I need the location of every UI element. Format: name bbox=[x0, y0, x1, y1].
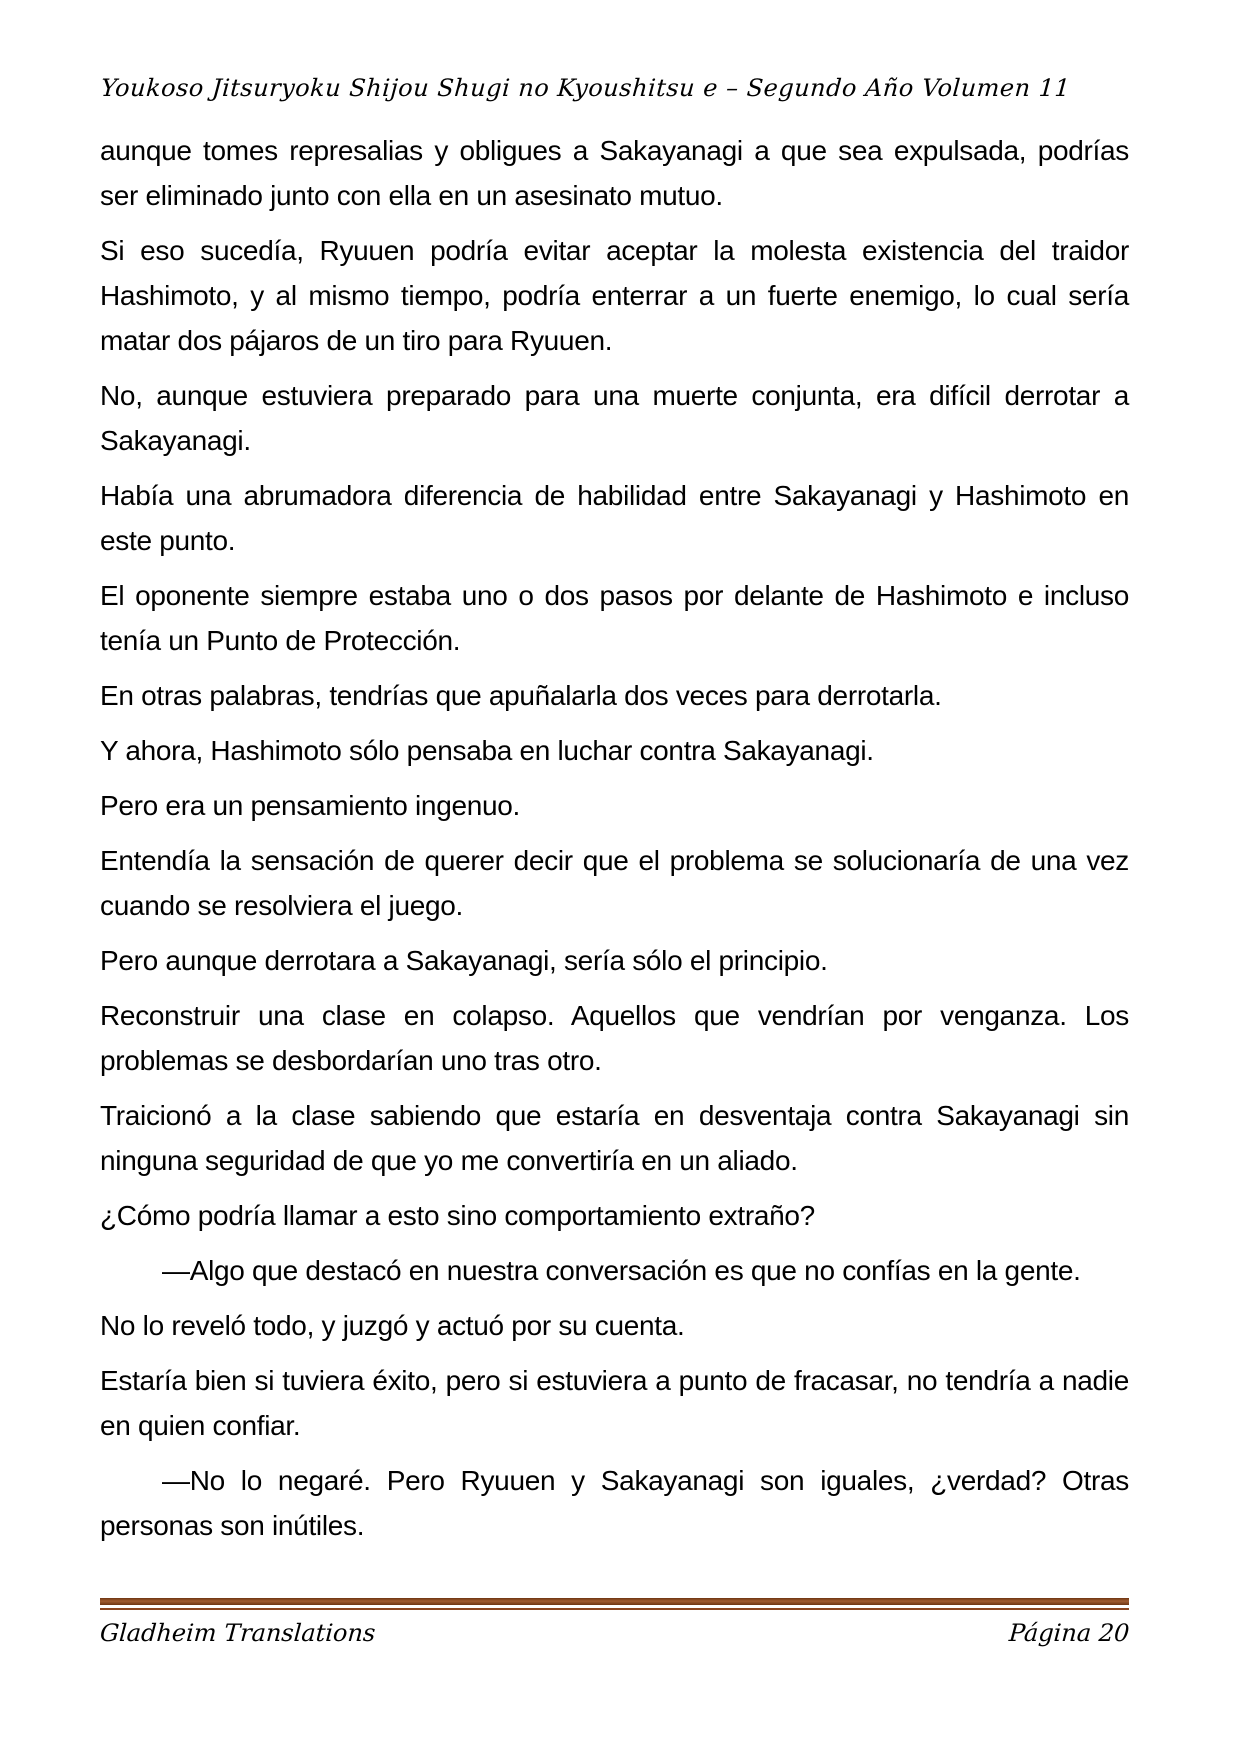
body-paragraph: Y ahora, Hashimoto sólo pensaba en luchar contra Sakayanagi. bbox=[100, 735, 874, 766]
body-paragraph: Pero era un pensamiento ingenuo. bbox=[100, 790, 521, 821]
footer-separator-rule bbox=[100, 1598, 1129, 1610]
body-paragraph: Reconstruir una clase en colapso. Aquellos que vendrían por venganza. Los problemas se desbordarían uno tras otro. bbox=[100, 1000, 1129, 1076]
footer-row bbox=[100, 1619, 1129, 1647]
footer-rule-thin bbox=[100, 1608, 1129, 1610]
page-header bbox=[100, 74, 1129, 102]
page-body bbox=[100, 128, 1129, 1558]
body-paragraph: Entendía la sensación de querer decir que el problema se solucionaría de una vez cuando se resolviera el juego. bbox=[100, 845, 1129, 921]
footer-translator-credit: Gladheim Translations bbox=[99, 1619, 377, 1647]
body-paragraph: Si eso sucedía, Ryuuen podría evitar aceptar la molesta existencia del traidor Hashimoto, y al mismo tiempo, podría enterrar a un fuerte enemigo, lo cual sería matar dos pájaros de un tiro para Ryuuen. bbox=[100, 235, 1129, 356]
footer-rule-thick bbox=[100, 1598, 1129, 1605]
body-paragraph: Estaría bien si tuviera éxito, pero si estuviera a punto de fracasar, no tendría a nadie en quien confiar. bbox=[100, 1365, 1129, 1441]
body-paragraph: ¿Cómo podría llamar a esto sino comportamiento extraño? bbox=[100, 1200, 815, 1231]
running-header-title: Youkoso Jitsuryoku Shijou Shugi no Kyoushitsu e – Segundo Año Volumen 11 bbox=[100, 74, 1072, 102]
body-paragraph: El oponente siempre estaba uno o dos pasos por delante de Hashimoto e incluso tenía un Punto de Protección. bbox=[100, 580, 1129, 656]
body-paragraph: Había una abrumadora diferencia de habilidad entre Sakayanagi y Hashimoto en este punto. bbox=[100, 480, 1129, 556]
body-paragraph: aunque tomes represalias y obligues a Sakayanagi a que sea expulsada, podrías ser eliminado junto con ella en un asesinato mutuo. bbox=[100, 135, 1129, 211]
page-footer bbox=[100, 1598, 1129, 1647]
body-paragraph: No lo reveló todo, y juzgó y actuó por su cuenta. bbox=[100, 1310, 685, 1341]
body-paragraph: En otras palabras, tendrías que apuñalarla dos veces para derrotarla. bbox=[100, 680, 942, 711]
dialogue-paragraph: —Algo que destacó en nuestra conversación es que no confías en la gente. bbox=[162, 1255, 1081, 1286]
body-paragraph: No, aunque estuviera preparado para una muerte conjunta, era difícil derrotar a Sakayanagi. bbox=[100, 380, 1129, 456]
footer-page-number: Página 20 bbox=[1007, 1619, 1130, 1647]
dialogue-paragraph: —No lo negaré. Pero Ryuuen y Sakayanagi son iguales, ¿verdad? Otras personas son inútiles. bbox=[100, 1465, 1129, 1541]
body-paragraph: Traicionó a la clase sabiendo que estaría en desventaja contra Sakayanagi sin ninguna seguridad de que yo me convertiría en un aliado. bbox=[100, 1100, 1129, 1176]
body-paragraph: Pero aunque derrotara a Sakayanagi, sería sólo el principio. bbox=[100, 945, 828, 976]
